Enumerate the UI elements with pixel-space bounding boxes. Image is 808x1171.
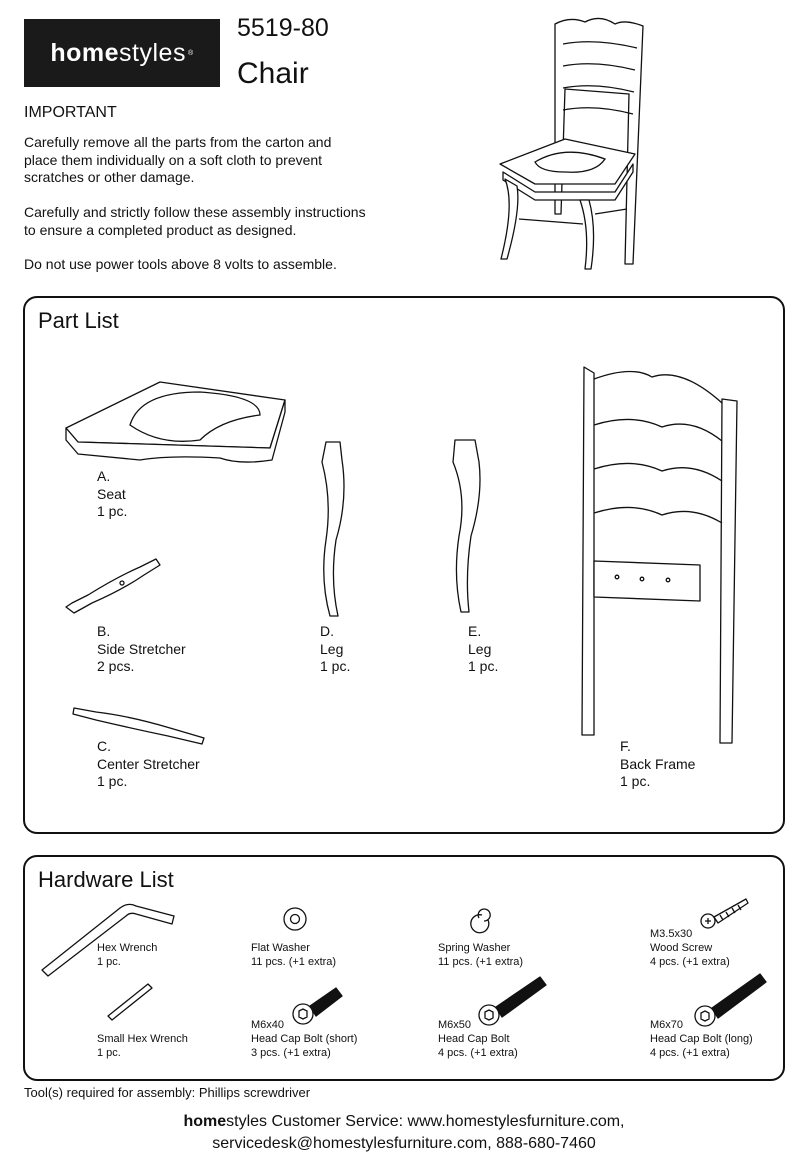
part-e-label: E. Leg 1 pc. (468, 623, 499, 674)
spring-washer-label: Spring Washer 11 pcs. (+1 extra) (438, 942, 524, 968)
part-list-heading: Part List (38, 308, 119, 333)
customer-service: homestyles Customer Service: www.homestylesfurniture.com, servicedesk@homestylesfurniture.com, 888-680-7460 (183, 1113, 625, 1152)
leg-e-illustration (445, 436, 495, 616)
back-frame-illustration (572, 365, 742, 750)
page-title: Chair (237, 57, 309, 90)
side-stretcher-illustration (62, 555, 172, 620)
tools-required: Tool(s) required for assembly: Phillips screwdriver (24, 1085, 311, 1100)
important-heading: IMPORTANT (24, 104, 117, 121)
bolt-m6x70-label: M6x70 Head Cap Bolt (long) 4 pcs. (+1 extra) (650, 1019, 753, 1059)
seat-illustration (60, 370, 300, 490)
model-number: 5519-80 (237, 14, 329, 42)
wood-screw-icon (700, 893, 752, 929)
instructions-paragraph-2: Carefully and strictly follow these assembly instructions to ensure a completed product as designed. (24, 204, 366, 238)
part-f-label: F. Back Frame 1 pc. (620, 738, 696, 789)
bolt-m6x50-label: M6x50 Head Cap Bolt 4 pcs. (+1 extra) (438, 1019, 518, 1059)
leg-d-illustration (308, 440, 358, 620)
hardware-list-heading: Hardware List (38, 867, 174, 892)
part-d-label: D. Leg 1 pc. (320, 623, 351, 674)
brand-logo: home styles ® (24, 19, 220, 87)
part-a-label: A. Seat 1 pc. (97, 468, 128, 519)
flat-washer-icon (282, 906, 308, 932)
small-hex-wrench-icon (106, 982, 156, 1022)
hex-wrench-label: Hex Wrench 1 pc. (97, 942, 158, 968)
instructions-paragraph-3: Do not use power tools above 8 volts to assemble. (24, 256, 337, 272)
spring-washer-icon (468, 912, 492, 936)
small-hex-wrench-label: Small Hex Wrench 1 pc. (97, 1033, 188, 1059)
wood-screw-label: M3.5x30 Wood Screw 4 pcs. (+1 extra) (650, 928, 730, 968)
instructions-paragraph-1: Carefully remove all the parts from the carton and place them individually on a soft cloth to prevent scratches or other damage. (24, 134, 332, 185)
part-c-label: C. Center Stretcher 1 pc. (97, 738, 200, 789)
assembled-chair-illustration (495, 14, 675, 274)
part-b-label: B. Side Stretcher 2 pcs. (97, 623, 186, 674)
flat-washer-label: Flat Washer 11 pcs. (+1 extra) (251, 942, 337, 968)
bolt-m6x40-label: M6x40 Head Cap Bolt (short) 3 pcs. (+1 extra) (251, 1019, 358, 1059)
